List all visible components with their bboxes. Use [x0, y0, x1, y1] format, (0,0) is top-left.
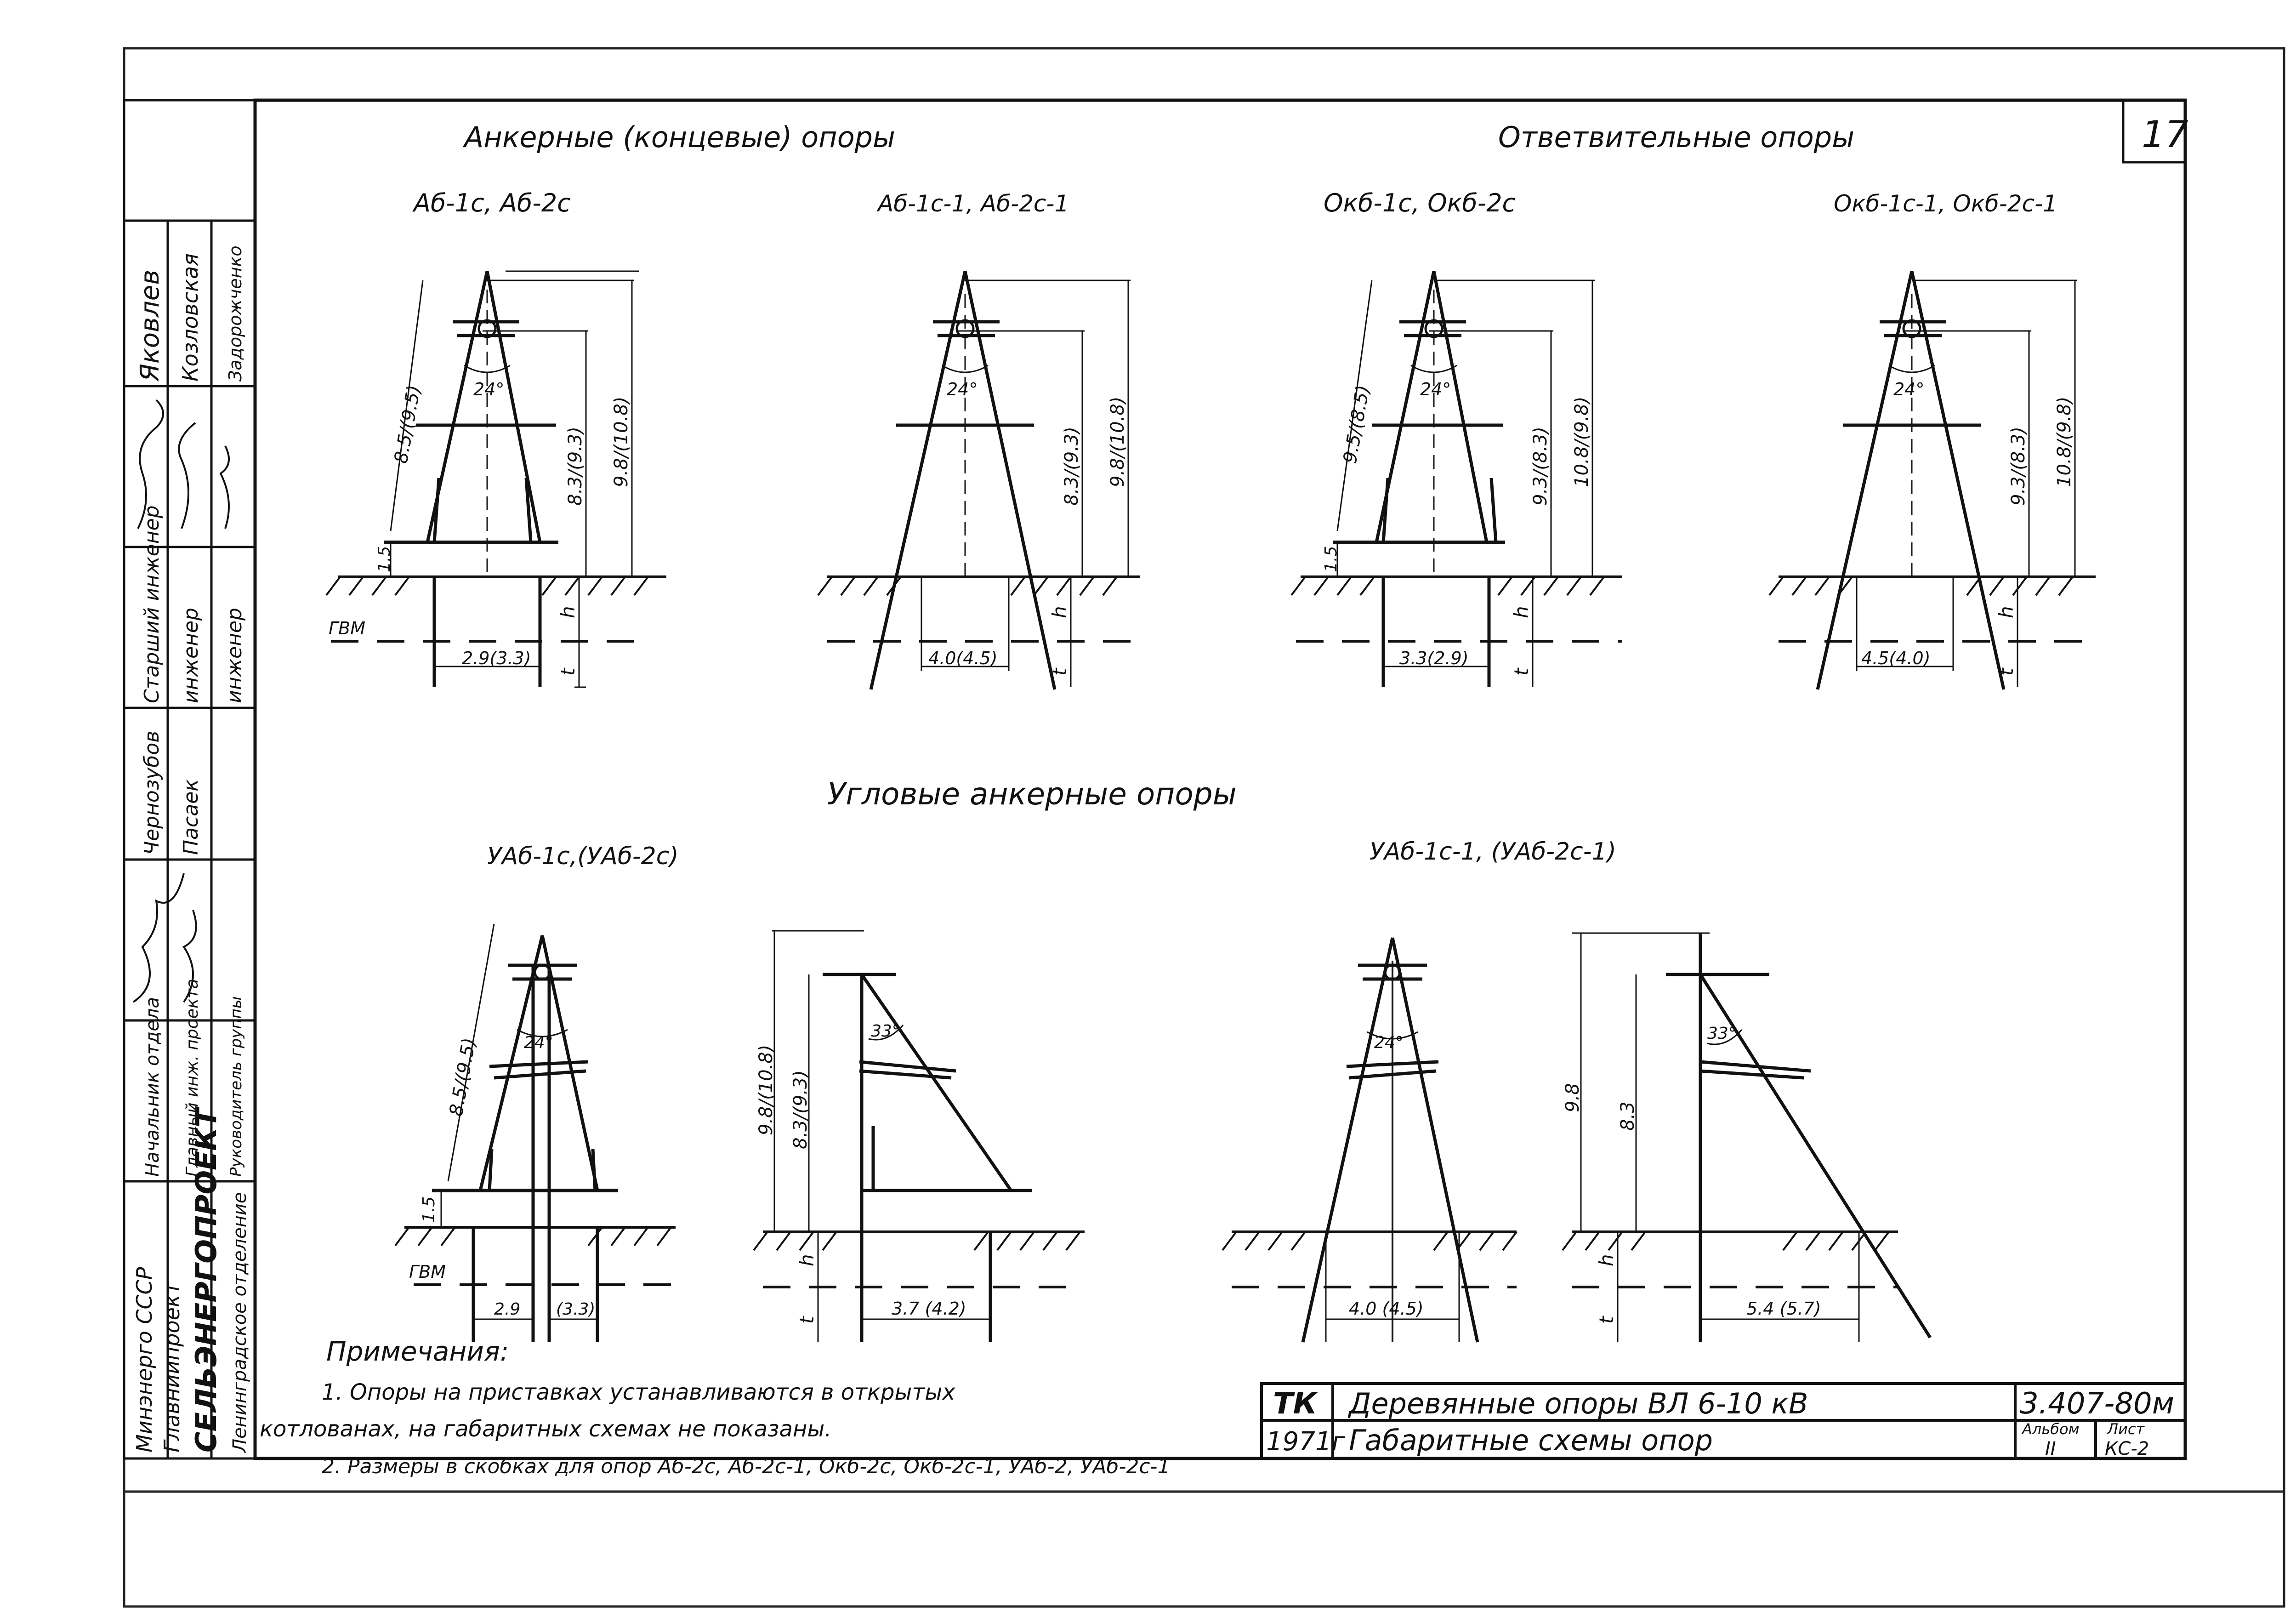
label-okb1-t: t [1510, 668, 1533, 676]
dim-uab1-1-base: 4.0 (4.5) [1349, 1299, 1424, 1319]
title-code: 3.407-80м [2020, 1387, 2175, 1421]
label-uab1-gwl: ГВМ [409, 1262, 446, 1282]
dim-ab1-full: 9.8/(10.8) [611, 396, 632, 487]
stamp-name-zadorozhchenko: Задорожченко [225, 245, 245, 382]
dim-okb1-1-angle: 24° [1893, 379, 1925, 399]
label-uab1-side-h: h [796, 1254, 818, 1266]
title-tk: ТК [1273, 1387, 1317, 1421]
dim-uab1-1-side-full: 9.8 [1562, 1083, 1583, 1112]
title-sheet-label: Лист [2107, 1420, 2145, 1438]
dim-ab1-angle: 24° [473, 379, 505, 399]
dim-okb1-angle: 24° [1420, 379, 1451, 399]
signature-2 [179, 423, 195, 529]
dim-okb1-1-base: 4.5(4.0) [1861, 648, 1931, 668]
stamp-name-chernozubov: Чернозубов [140, 730, 164, 855]
dim-ab1-slant: 8.5/(9.5) [390, 383, 425, 465]
section-branch-title: Ответвительные опоры [1498, 120, 1855, 154]
dim-uab1-slant: 8.5/(9.5) [445, 1036, 480, 1118]
dim-ab1-1-mid: 8.3/(9.3) [1061, 427, 1082, 506]
stamp-name-kozlovskaya: Козловская [178, 253, 203, 382]
note-1a: 1. Опоры на приставках устанавливаются в открытых [322, 1379, 955, 1405]
stamp-role-chief-engineer: Главный инж. проекта [183, 979, 202, 1177]
section-anchor-title: Анкерные (концевые) опоры [464, 120, 895, 154]
dim-uab1-1-side-mid: 8.3 [1617, 1101, 1638, 1131]
dim-uab1-side-mid: 8.3/(9.3) [790, 1070, 811, 1149]
stamp-name-pasaek: Пасаек [179, 779, 203, 855]
stamp-role-head: Начальник отдела [142, 997, 163, 1177]
title-sheet: КС-2 [2105, 1438, 2149, 1459]
label-ab1-1-t: t [1048, 668, 1071, 676]
dim-uab1-low: 1.5 [420, 1196, 438, 1223]
title-ab1-1: Аб-1с-1, Аб-2с-1 [878, 190, 1069, 217]
stamp-org-ministry: Минэнерго СССР [132, 1267, 157, 1453]
dim-uab1-angle: 24° [524, 1033, 553, 1052]
title-line-2: Габаритные схемы опор [1349, 1424, 1713, 1457]
stamp-org-department: Ленинградское отделение [229, 1192, 250, 1453]
pole-uab1-1-side-diagram [1563, 933, 1930, 1342]
note-2: 2. Размеры в скобках для опор Аб-2с, Аб-2с-1, Окб-2с, Окб-2с-1, УАб-2, УАб-2с-1 [322, 1455, 1171, 1478]
label-okb1-1-h: h [1995, 606, 2018, 618]
dim-ab1-mid: 8.3/(9.3) [565, 427, 586, 506]
dim-okb1-1-full: 10.8/(9.8) [2054, 396, 2075, 487]
dim-uab1-side-angle: 33° [871, 1022, 900, 1041]
title-ab1: Аб-1с, Аб-2с [414, 188, 571, 217]
dim-ab1-base: 2.9(3.3) [462, 648, 531, 668]
dim-uab1-1-side-base: 5.4 (5.7) [1746, 1299, 1821, 1319]
label-okb1-h: h [1510, 606, 1533, 618]
stamp-role-senior-engineer: Старший инженер [140, 505, 164, 703]
stamp-org-selenergoproekt: СЕЛЬЭНЕРГОПРОЕКТ [189, 1108, 223, 1453]
signature-4 [133, 873, 184, 1002]
dim-uab1-base-a: 2.9 [494, 1300, 521, 1319]
label-ab1-1-h: h [1048, 606, 1071, 618]
dim-okb1-base: 3.3(2.9) [1399, 648, 1469, 668]
stamp-role-engineer-2: инженер [223, 608, 246, 703]
dim-uab1-1-angle: 24° [1374, 1033, 1404, 1052]
sheet-number: 17 [2142, 113, 2188, 156]
outer-frame [124, 48, 2284, 1606]
note-1b: котлованах, на габаритных схемах не показаны. [260, 1416, 832, 1442]
label-okb1-1-t: t [1995, 668, 2018, 676]
dim-uab1-base-b: (3.3) [556, 1300, 596, 1319]
title-uab1: УАб-1с,(УАб-2с) [487, 843, 679, 870]
label-ab1-t: t [557, 668, 579, 676]
stamp-role-group-leader: Руководитель группы [227, 996, 245, 1177]
dim-uab1-1-side-angle: 33° [1707, 1024, 1737, 1043]
label-uab1-1-side-t: t [1595, 1316, 1618, 1324]
title-album: II [2045, 1438, 2056, 1459]
dim-okb1-mid: 9.3/(8.3) [1530, 427, 1551, 506]
label-uab1-1-side-h: h [1595, 1254, 1618, 1266]
dim-okb1-full: 10.8/(9.8) [1571, 396, 1592, 487]
dim-uab1-side-full: 9.8/(10.8) [756, 1044, 777, 1135]
title-album-label: Альбом [2022, 1420, 2080, 1438]
title-line-1: Деревянные опоры ВЛ 6-10 кВ [1349, 1387, 1808, 1420]
signature-3 [221, 446, 229, 529]
stamp-role-engineer: инженер [179, 608, 203, 703]
title-year: 1971г [1266, 1427, 1345, 1457]
pole-okb1-1-diagram [1769, 271, 2096, 689]
dim-ab1-1-full: 9.8/(10.8) [1107, 396, 1128, 487]
stamp-org-glavniiproekt: Главниипроект [159, 1282, 184, 1453]
dim-uab1-side-base: 3.7 (4.2) [892, 1299, 966, 1319]
pole-uab1-1-front-diagram [1222, 938, 1517, 1342]
dim-okb1-low: 1.5 [1322, 546, 1341, 572]
dim-okb1-slant: 9.5/(8.5) [1339, 383, 1374, 465]
title-okb1-1: Окб-1с-1, Окб-2с-1 [1834, 190, 2057, 217]
label-uab1-side-t: t [796, 1316, 818, 1324]
notes-title: Примечания: [326, 1336, 509, 1367]
pole-ab1-1-diagram [818, 271, 1140, 689]
dim-ab1-low: 1.5 [375, 546, 394, 572]
section-corner-title: Угловые анкерные опоры [827, 776, 1237, 812]
label-ab1-h: h [557, 606, 579, 618]
label-ab1-gwl: ГВМ [329, 618, 366, 638]
dim-ab1-1-angle: 24° [947, 379, 978, 399]
title-okb1: Окб-1с, Окб-2с [1324, 188, 1516, 217]
dim-ab1-1-base: 4.0(4.5) [928, 648, 998, 668]
title-uab1-1: УАб-1с-1, (УАб-2с-1) [1370, 838, 1616, 866]
dim-okb1-1-mid: 9.3/(8.3) [2008, 427, 2029, 506]
stamp-name-yakovlev: Яковлев [135, 269, 165, 382]
